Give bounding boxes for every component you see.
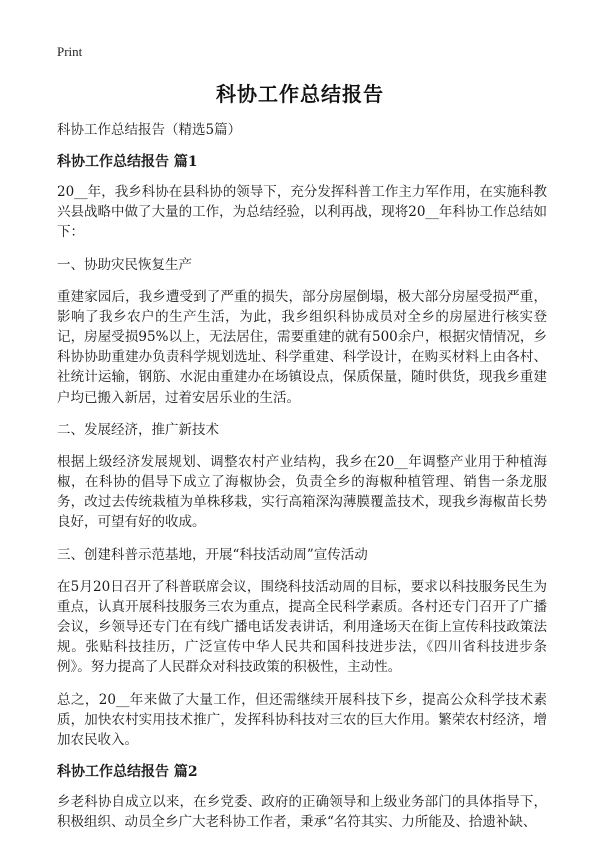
article-2-intro: 乡老科协自成立以来，在乡党委、政府的正确领导和上级业务部门的具体指导下，积极组织、动员全乡广大老科协工作者，秉承“名符其实、力所能及、拾遗补缺、 (57, 794, 547, 831)
print-label[interactable]: Print (57, 44, 83, 59)
document-subtitle: 科协工作总结报告（精选5篇） (57, 122, 242, 138)
section-2-heading: 二、发展经济，推广新技术 (57, 421, 219, 438)
article-2-heading: 科协工作总结报告 篇2 (57, 764, 198, 781)
section-3-heading: 三、创建科普示范基地，开展“科技活动周”宣传活动 (57, 546, 368, 563)
document-body (57, 120, 547, 845)
section-1-text: 重建家园后，我乡遭受到了严重的损失，部分房屋倒塌，极大部分房屋受损严重，影响了我乡农户的生产生活，为此，我乡组织科协成员对全乡的房屋进行核实登记，房屋受损95%以上，无法居住，需要重建的就有500余户，根据灾情情况，乡科协协助重建办负责科学规划选址、科学重建、科学设计，在购买材料上由各村、社统计运输，钢筋、水泥由重建办在场镇设点，保质保量，随时供货，现我乡重建户均已搬入新居，过着安居乐业的生活。 (57, 288, 547, 406)
article-1-heading: 科协工作总结报告 篇1 (57, 154, 198, 170)
section-2-text: 根据上级经济发展规划、调整农村产业结构，我乡在20__年调整产业用于种植海椒，在科协的倡导下成立了海椒协会，负责全乡的海椒种植管理、销售一条龙服务，改过去传统栽植为单株移栽，实行高箱深沟薄膜覆盖技术，现我乡海椒苗长势良好，可望有好的收成。 (57, 453, 547, 531)
article-1-conclusion: 总之，20__年来做了大量工作，但还需继续开展科技下乡，提高公众科学技术素质，加快农村实用技术推广，发挥科协科技对三农的巨大作用。繁荣农村经济，增加农民收入。 (57, 691, 547, 749)
section-3-text: 在5月20日召开了科普联席会议，围绕科技活动周的目标，要求以科技服务民生为重点，认真开展科技服务三农为重点，提高全民科学素质。各村还专门召开了广播会议，乡领导还专门在有线广播电话发表讲话，利用逢场天在街上宣传科技政策法规。张贴科技挂历，广泛宣传中华人民共和国科技进步法，《四川省科技进步条例》。努力提高了人民群众对科技政策的积极性，主动性。 (57, 578, 547, 676)
section-1-heading: 一、协助灾民恢复生产 (57, 256, 192, 273)
article-1-intro: 20__年，我乡科协在县科协的领导下，充分发挥科普工作主力军作用，在实施科教兴县战略中做了大量的工作，为总结经验，以利再战，现将20__年科协工作总结如下： (57, 184, 547, 241)
document-title: 科协工作总结报告 (216, 82, 384, 106)
